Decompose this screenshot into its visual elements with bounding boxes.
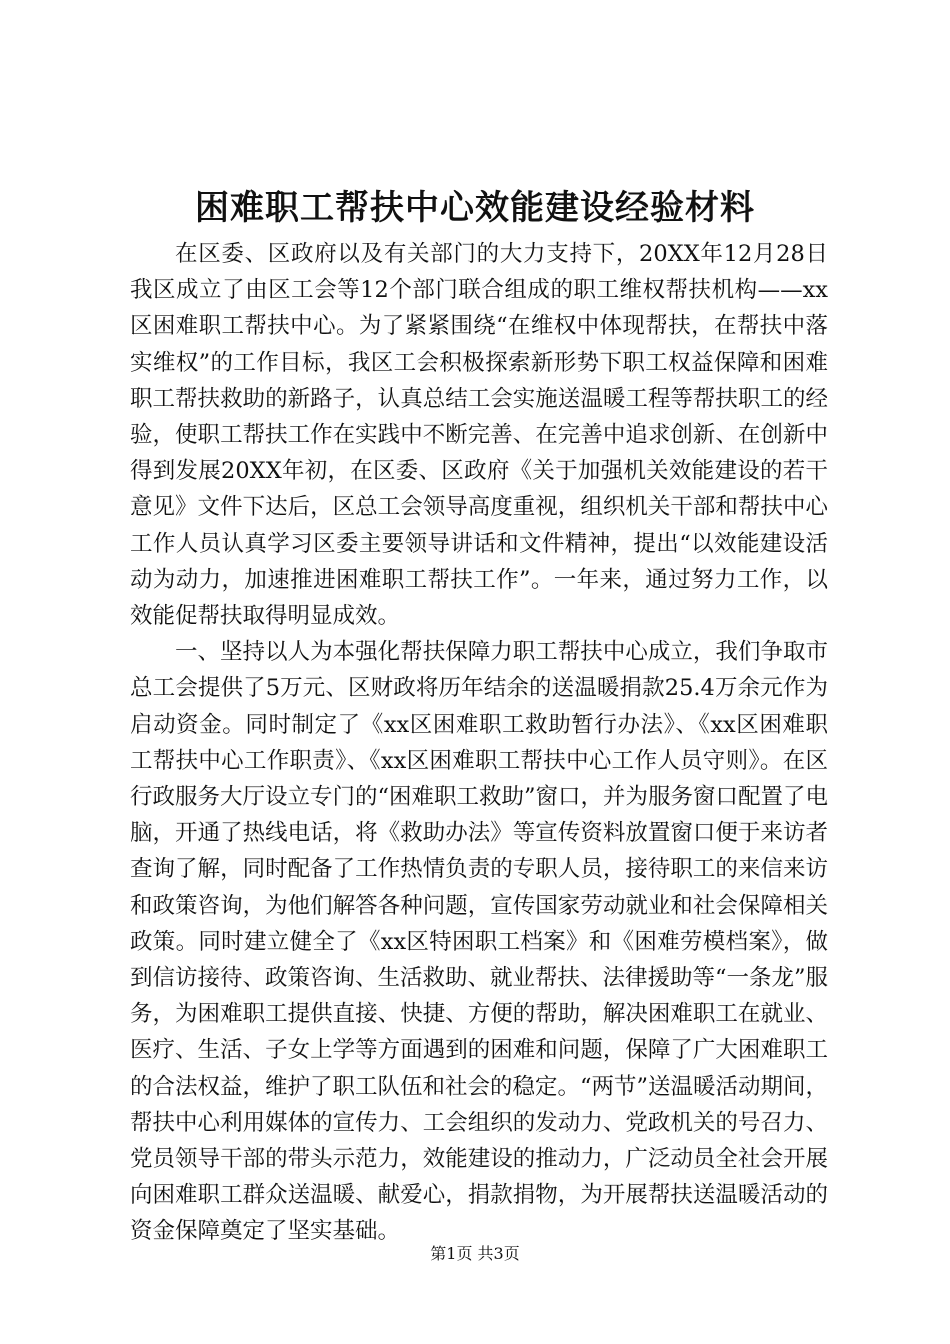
paragraph-intro: 在区委、区政府以及有关部门的大力支持下，20XX年12月28日我区成立了由区工会等12个部门联合组成的职工维权帮扶机构——xx区困难职工帮扶中心。为了紧紧围绕“在维权中体现帮扶，在帮扶中落实维权”的工作目标，我区工会积极探索新形势下职工权益保障和困难职工帮扶救助的新路子，认真总结工会实施送温暖工程等帮扶职工的经验，使职工帮扶工作在实践中不断完善、在完善中追求创新、在创新中得到发展20XX年初，在区委、区政府《关于加强机关效能建设的若干意见》文件下达后，区总工会领导高度重视，组织机关干部和帮扶中心工作人员认真学习区委主要领导讲话和文件精神，提出“以效能建设活动为动力，加速推进困难职工帮扶工作”。一年来，通过努力工作，以效能促帮扶取得明显成效。 [130,241,828,630]
document-body [130,236,828,1250]
page-number-footer: 第1页 共3页 [430,1244,520,1263]
document-title: 困难职工帮扶中心效能建设经验材料 [195,188,755,228]
paragraph-section-one: 一、坚持以人为本强化帮扶保障力职工帮扶中心成立，我们争取市总工会提供了5万元、区财政将历年结余的送温暖捐款25.4万余元作为启动资金。同时制定了《xx区困难职工救助暂行办法》、《xx区困难职工帮扶中心工作职责》、《xx区困难职工帮扶中心工作人员守则》。在区行政服务大厅设立专门的“困难职工救助”窗口，并为服务窗口配置了电脑，开通了热线电话，将《救助办法》等宣传资料放置窗口便于来访者查询了解，同时配备了工作热情负责的专职人员，接待职工的来信来访和政策咨询，为他们解答各种问题，宣传国家劳动就业和社会保障相关政策。同时建立健全了《xx区特困职工档案》和《困难劳模档案》，做到信访接待、政策咨询、生活救助、就业帮扶、法律援助等“一条龙”服务，为困难职工提供直接、快捷、方便的帮助，解决困难职工在就业、医疗、生活、子女上学等方面遇到的困难和问题，保障了广大困难职工的合法权益，维护了职工队伍和社会的稳定。“两节”送温暖活动期间，帮扶中心利用媒体的宣传力、工会组织的发动力、党政机关的号召力、党员领导干部的带头示范力，效能建设的推动力，广泛动员全社会开展向困难职工群众送温暖、献爱心，捐款捐物，为开展帮扶送温暖活动的资金保障奠定了坚实基础。 [130,639,829,1245]
